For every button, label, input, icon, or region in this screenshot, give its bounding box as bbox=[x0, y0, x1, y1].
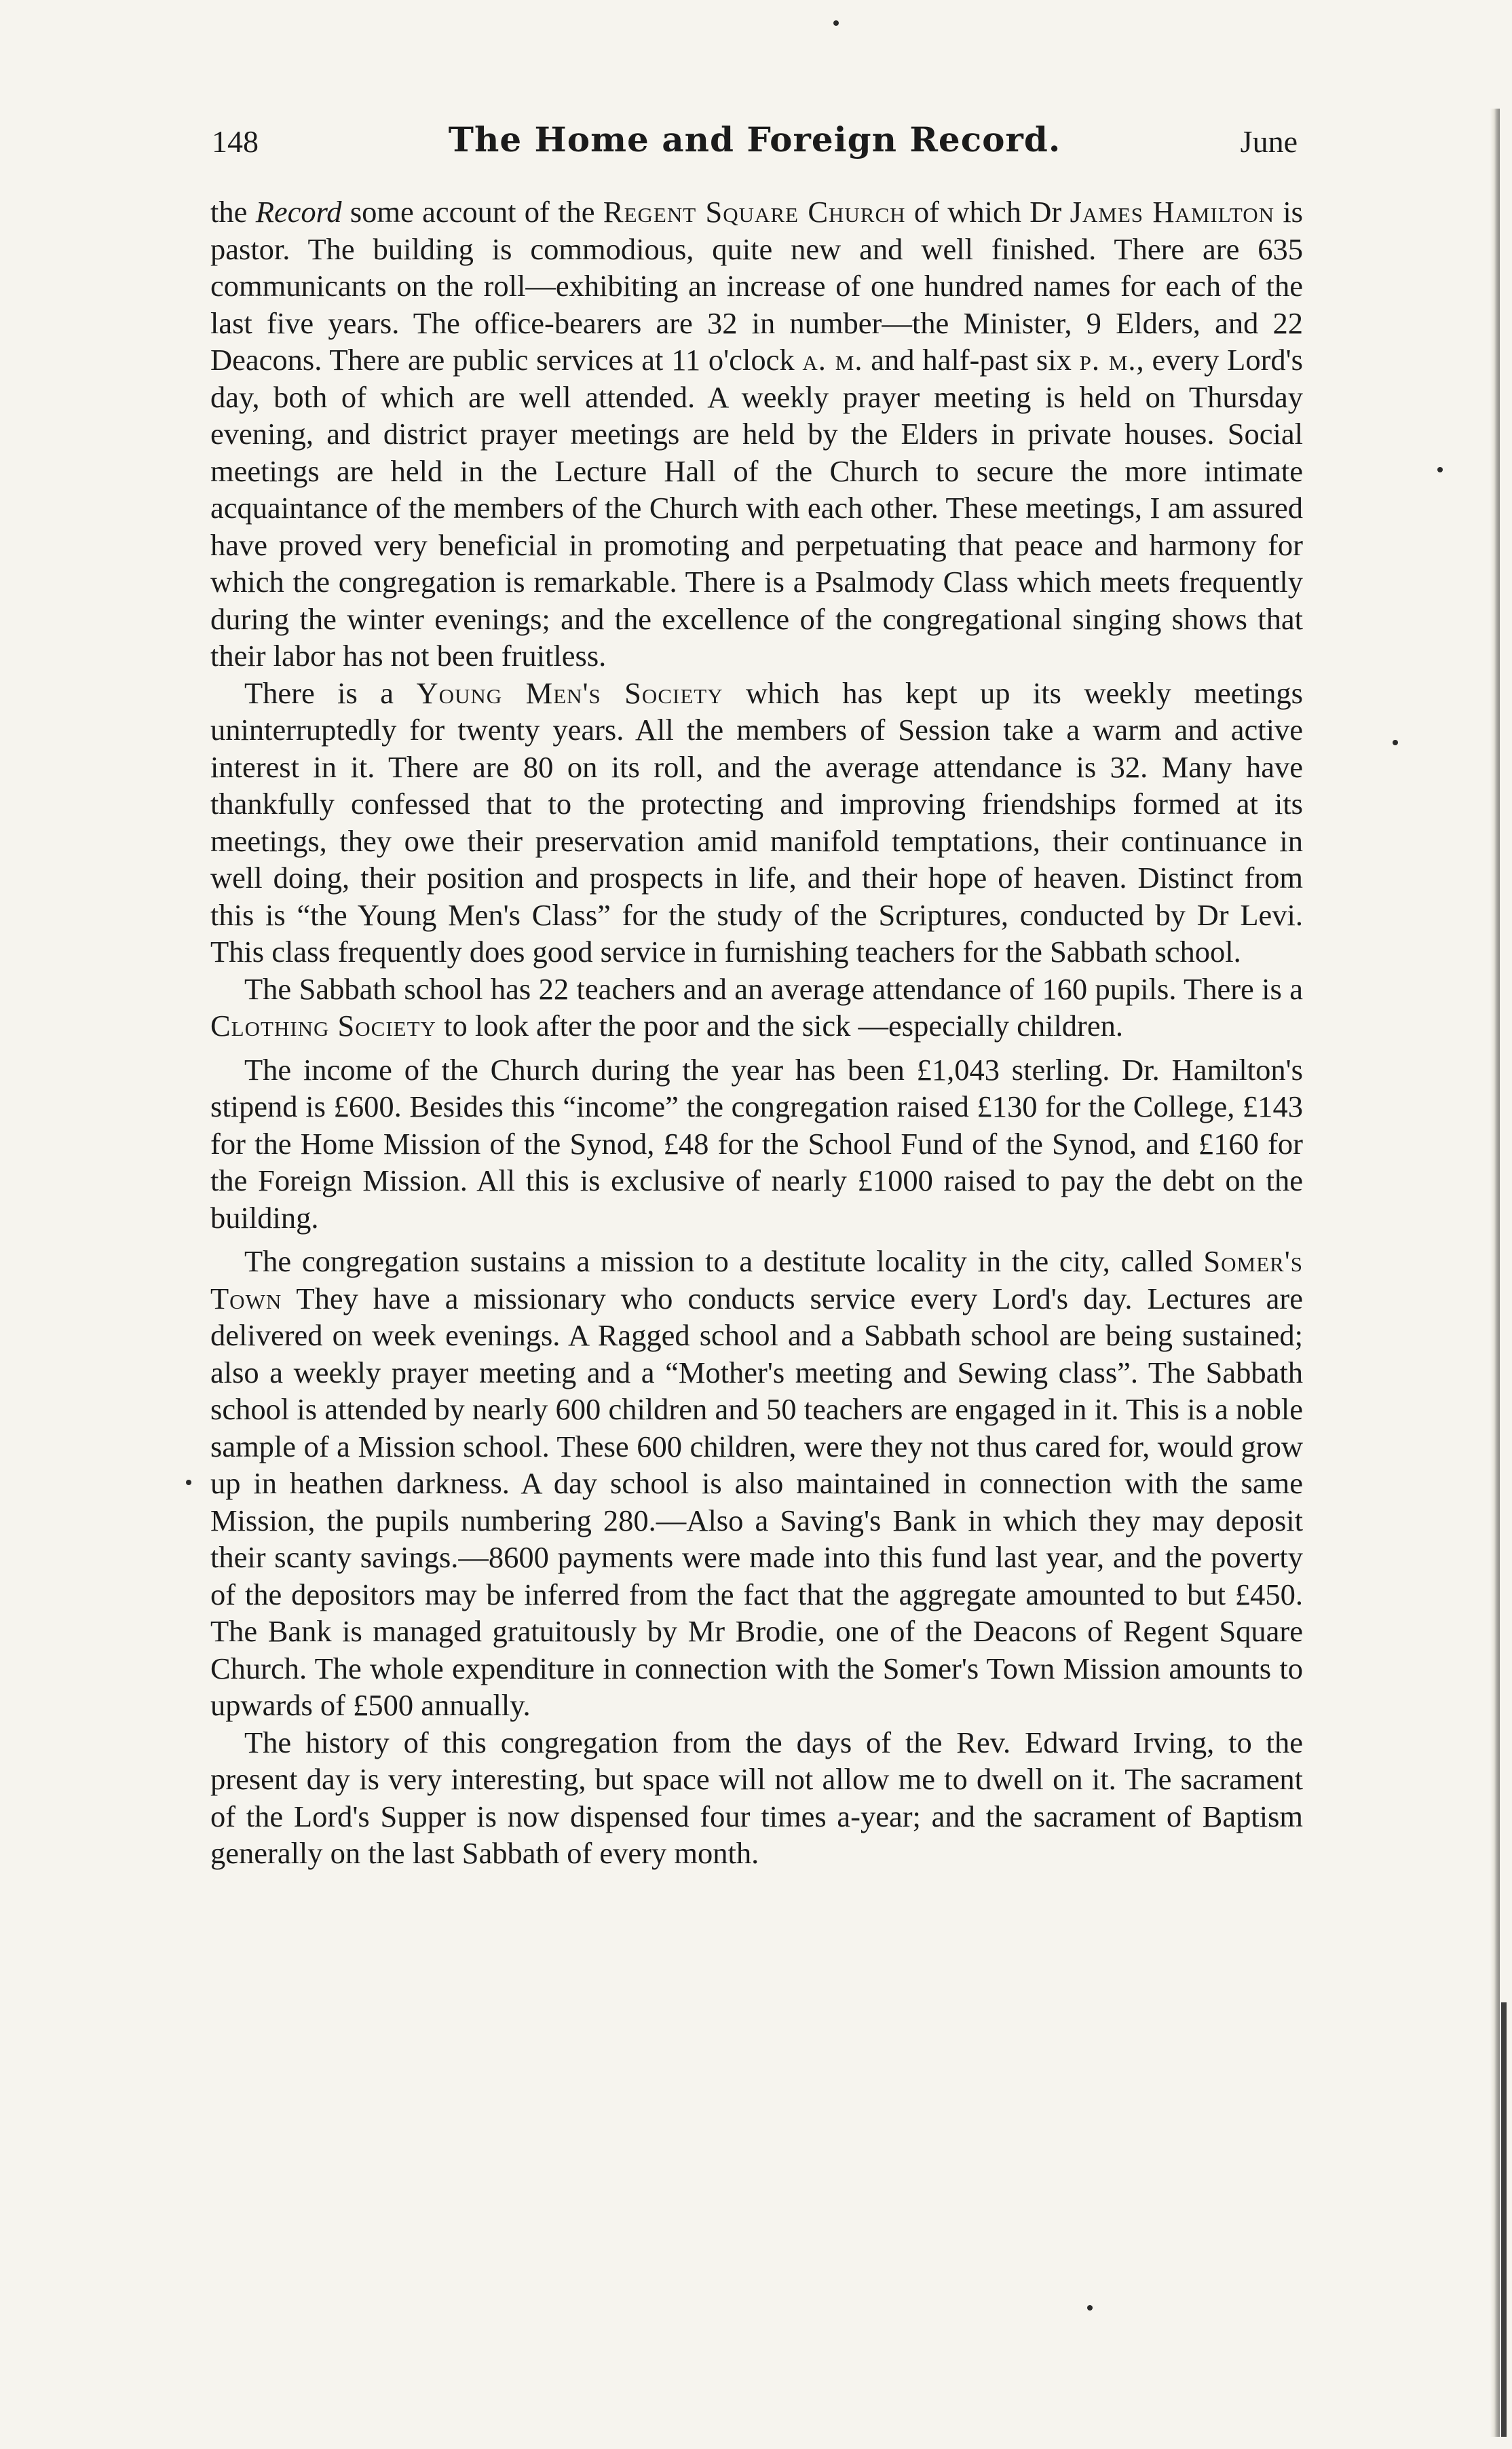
paragraph-regent-square bbox=[210, 193, 1303, 675]
text-run: and half-past six bbox=[863, 343, 1080, 377]
page-header bbox=[212, 114, 1298, 168]
text-run: some account of the bbox=[341, 195, 603, 229]
page-number: 148 bbox=[212, 124, 259, 159]
running-title: The Home and Foreign Record. bbox=[448, 119, 1061, 160]
page-edge-shadow bbox=[1490, 109, 1500, 2437]
text-run: The congregation sustains a mission to a destitute locality in the city, called bbox=[244, 1244, 1204, 1278]
locality-name: Somer's Town bbox=[210, 1244, 1303, 1315]
text-run: The Sabbath school has 22 teachers and an average attendance of 160 pupils. There is a bbox=[244, 971, 1303, 1006]
ink-speck bbox=[1087, 2305, 1093, 2311]
pastor-name: James Hamilton bbox=[1070, 195, 1274, 229]
text-run: There is a bbox=[244, 675, 417, 710]
time-pm: p. m. bbox=[1079, 343, 1137, 377]
ink-speck bbox=[833, 20, 839, 26]
paragraph-history: The history of this congregation from the days of the Rev. Edward Irving, to the present day is very interesting, but space will not allow me to dwell on it. The sacrament of the Lord's Supper is now dispensed four times a-year; and the sacrament of Baptism generally on the last Sabbath of every month. bbox=[210, 1725, 1303, 1870]
clothing-society-name: Clothing Society bbox=[210, 1009, 436, 1043]
society-name: Young Men's Society bbox=[416, 675, 723, 710]
text-run: They have a missionary who conducts service every Lord's day. Lectures are delivered on week evenings. A Ragged school and a Sabbath school are being sustained; also a weekly prayer meeting and a “Mother's meeting and Sewing class”. The Sabbath school is attended by nearly 600 children and 50 teachers are engaged in it. This is a noble sample of a Mission school. These 600 children, were they not thus cared for, would grow up in heathen darkness. A day school is also maintained in connection with the same Mission, the pupils numbering 280.—Also a Saving's Bank in which they may deposit their scanty savings.—8600 payments were made into this fund last year, and the poverty of the depositors may be inferred from the fact that the aggregate amounted to but £450. The Bank is managed gratuitously by Mr Brodie, one of the Deacons of Regent Square Church. The whole expenditure in connection with the Somer's Town Mission amounts to upwards of £500 annually. bbox=[210, 1281, 1303, 1722]
text-run: to look after the poor and the sick —especially children. bbox=[436, 1009, 1124, 1043]
paragraph-somers-town-mission bbox=[210, 1243, 1303, 1724]
text-run: the bbox=[210, 195, 256, 229]
paragraph-income: The income of the Church during the year has been £1,043 sterling. Dr. Hamilton's stipend is £600. Besides this “income” the congregation raised £130 for the College, £143 for the Home Mission of the Synod, £48 for the School Fund of the Synod, and £160 for the Foreign Mission. All this is exclusive of nearly £1000 raised to pay the debt on the building. bbox=[210, 1052, 1303, 1235]
ink-speck bbox=[186, 1480, 191, 1485]
time-am: a. m. bbox=[802, 343, 863, 377]
paragraph-young-mens-society bbox=[210, 675, 1303, 971]
ink-speck bbox=[1437, 467, 1443, 472]
church-name: Regent Square Church bbox=[603, 195, 906, 229]
text-run: of which Dr bbox=[905, 195, 1070, 229]
paragraph-sabbath-school bbox=[210, 971, 1303, 1045]
article-body bbox=[210, 193, 1303, 1872]
italic-record: Record bbox=[255, 195, 342, 229]
ink-speck bbox=[1393, 740, 1398, 745]
text-run: is pastor. The building is commodious, quite new and well finished. There are 635 communicants on the roll—exhibiting an increase of one hundred names for each of the last five years. The office-bearers are 32 in number—the Minister, 9 Elders, and 22 Deacons. There are public services at 11 o'clock bbox=[210, 195, 1304, 377]
text-run: which has kept up its weekly meetings uninterruptedly for twenty years. All the members of Session take a warm and active interest in it. There are 80 on its roll, and the average attendance is 32. Many have thankfully confessed that to the protecting and improving friendships formed at its meetings, they owe their preservation amid manifold temptations, their continuance in well doing, their position and prospects in life, and their hope of heaven. Distinct from this is “the Young Men's Class” for the study of the Scriptures, conducted by Dr Levi. This class frequently does good service in furnishing teachers for the Sabbath school. bbox=[210, 675, 1303, 969]
month-label: June bbox=[1240, 124, 1298, 159]
text-run: , every Lord's day, both of which are well attended. A weekly prayer meeting is held on Thursday evening, and district prayer meetings are held by the Elders in private houses. Social meetings are held in the Lecture Hall of the Church to secure the more intimate acquaintance of the members of the Church with each other. These meetings, I am assured have proved very beneficial in promoting and perpetuating that peace and harmony for which the congregation is remarkable. There is a Psalmody Class which meets frequently during the winter evenings; and the excellence of the congregational singing shows that their labor has not been fruitless. bbox=[210, 343, 1303, 673]
page-edge-dark bbox=[1501, 2002, 1507, 2437]
